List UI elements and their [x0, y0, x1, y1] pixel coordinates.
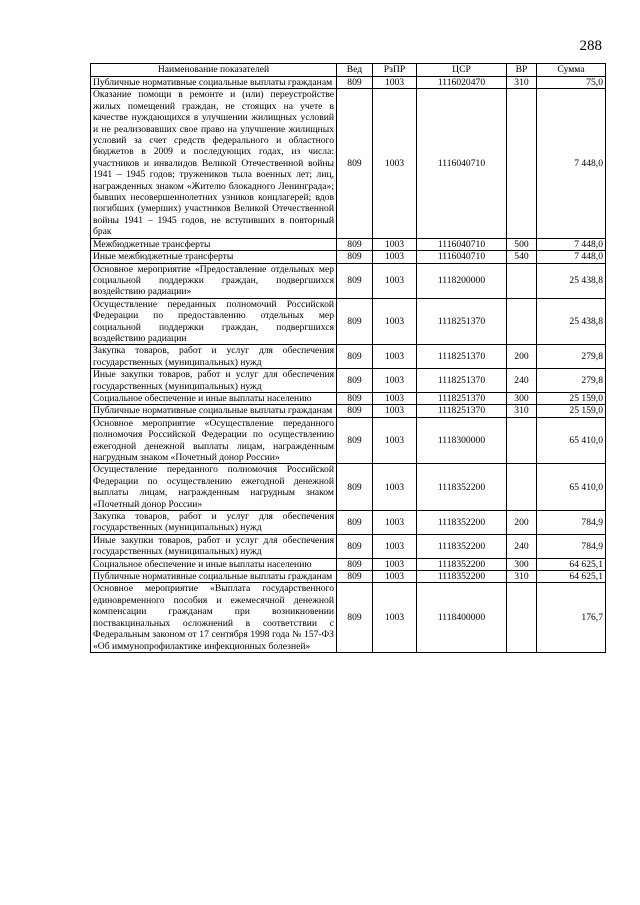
header-ved: Вед	[337, 64, 373, 77]
row-name-cell: Основное мероприятие «Предоставление отдельных мер социальной поддержки граждан, подвергшихся воздействию радиации»	[91, 263, 337, 298]
row-name-cell: Социальное обеспечение и иные выплаты населению	[91, 392, 337, 404]
row-csr-cell: 1116040710	[417, 238, 507, 250]
row-name-cell: Социальное обеспечение и иные выплаты населению	[91, 558, 337, 570]
table-row	[91, 263, 606, 298]
row-name-cell: Оказание помощи в ремонте и (или) переустройстве жилых помещений граждан, не стоящих на учете в качестве нуждающихся в улучшении жилищных условий и не реализовавших свое право на улучшение жилищных условий за счет средств федерального и областного бюджетов в 2009 и последующих годах, из числа: участников и инвалидов Великой Отечественной войны 1941 – 1945 годов; тружеников тыла военных лет; лиц, награжденных знаком «Жителю блокадного Ленинграда»; бывших несовершеннолетних узников концлагерей; вдов погибших (умерших) участников Великой Отечественной войны 1941 – 1945 годов, не вступивших в повторный брак	[91, 89, 337, 238]
row-sum-cell: 7 448,0	[537, 89, 606, 238]
row-sum-cell: 25 159,0	[537, 405, 606, 417]
row-vr-cell	[507, 298, 537, 345]
row-ved-cell: 809	[337, 417, 373, 464]
row-rzpr-cell: 1003	[373, 558, 417, 570]
row-sum-cell: 7 448,0	[537, 238, 606, 250]
row-ved-cell: 809	[337, 583, 373, 652]
row-ved-cell: 809	[337, 77, 373, 89]
row-rzpr-cell: 1003	[373, 511, 417, 535]
row-sum-cell: 75,0	[537, 77, 606, 89]
row-rzpr-cell: 1003	[373, 571, 417, 583]
row-csr-cell: 1118251370	[417, 345, 507, 369]
row-vr-cell: 200	[507, 511, 537, 535]
row-csr-cell: 1116040710	[417, 251, 507, 263]
row-csr-cell: 1118251370	[417, 369, 507, 393]
row-vr-cell: 300	[507, 558, 537, 570]
row-sum-cell: 64 625,1	[537, 558, 606, 570]
row-name-cell: Публичные нормативные социальные выплаты гражданам	[91, 571, 337, 583]
row-ved-cell: 809	[337, 511, 373, 535]
row-sum-cell: 7 448,0	[537, 251, 606, 263]
row-ved-cell: 809	[337, 238, 373, 250]
row-rzpr-cell: 1003	[373, 534, 417, 558]
row-csr-cell: 1118352200	[417, 464, 507, 511]
row-rzpr-cell: 1003	[373, 369, 417, 393]
row-vr-cell: 200	[507, 345, 537, 369]
row-rzpr-cell: 1003	[373, 298, 417, 345]
table-row	[91, 77, 606, 89]
row-ved-cell: 809	[337, 263, 373, 298]
row-sum-cell: 279,8	[537, 369, 606, 393]
row-ved-cell: 809	[337, 534, 373, 558]
row-csr-cell: 1116040710	[417, 89, 507, 238]
row-ved-cell: 809	[337, 571, 373, 583]
table-row	[91, 511, 606, 535]
header-csr: ЦСР	[417, 64, 507, 77]
row-vr-cell: 540	[507, 251, 537, 263]
table-row	[91, 417, 606, 464]
row-sum-cell: 279,8	[537, 345, 606, 369]
row-ved-cell: 809	[337, 558, 373, 570]
row-ved-cell: 809	[337, 298, 373, 345]
row-vr-cell: 500	[507, 238, 537, 250]
row-vr-cell: 240	[507, 369, 537, 393]
table-row	[91, 392, 606, 404]
page-number: 288	[579, 38, 602, 54]
row-csr-cell: 1118352200	[417, 534, 507, 558]
header-name: Наименование показателей	[91, 64, 337, 77]
row-ved-cell: 809	[337, 405, 373, 417]
row-vr-cell: 310	[507, 77, 537, 89]
row-csr-cell: 1118251370	[417, 392, 507, 404]
row-ved-cell: 809	[337, 345, 373, 369]
table-row	[91, 571, 606, 583]
row-csr-cell: 1116020470	[417, 77, 507, 89]
row-sum-cell: 64 625,1	[537, 571, 606, 583]
row-sum-cell: 176,7	[537, 583, 606, 652]
row-rzpr-cell: 1003	[373, 251, 417, 263]
row-vr-cell: 300	[507, 392, 537, 404]
row-rzpr-cell: 1003	[373, 464, 417, 511]
row-rzpr-cell: 1003	[373, 238, 417, 250]
row-vr-cell	[507, 263, 537, 298]
row-rzpr-cell: 1003	[373, 392, 417, 404]
table-row	[91, 405, 606, 417]
row-csr-cell: 1118352200	[417, 558, 507, 570]
row-vr-cell	[507, 417, 537, 464]
header-sum: Сумма	[537, 64, 606, 77]
table-row	[91, 534, 606, 558]
row-ved-cell: 809	[337, 464, 373, 511]
row-name-cell: Осуществление переданного полномочия Российской Федерации по осуществлению ежегодной денежной выплаты лицам, награжденным нагрудным знаком «Почетный донор России»	[91, 464, 337, 511]
row-ved-cell: 809	[337, 89, 373, 238]
row-name-cell: Публичные нормативные социальные выплаты гражданам	[91, 405, 337, 417]
row-rzpr-cell: 1003	[373, 583, 417, 652]
row-sum-cell: 25 438,8	[537, 263, 606, 298]
row-sum-cell: 784,9	[537, 534, 606, 558]
row-csr-cell: 1118251370	[417, 298, 507, 345]
row-csr-cell: 1118251370	[417, 405, 507, 417]
table-row	[91, 89, 606, 238]
row-name-cell: Межбюджетные трансферты	[91, 238, 337, 250]
row-sum-cell: 784,9	[537, 511, 606, 535]
row-vr-cell	[507, 583, 537, 652]
row-rzpr-cell: 1003	[373, 405, 417, 417]
table-row	[91, 238, 606, 250]
row-vr-cell: 240	[507, 534, 537, 558]
table-row	[91, 583, 606, 652]
row-vr-cell: 310	[507, 405, 537, 417]
row-name-cell: Основное мероприятие «Осуществление переданного полномочия Российской Федерации по осуществлению ежегодной денежной выплаты лицам, награжденным нагрудным знаком «Почетный донор России»	[91, 417, 337, 464]
row-ved-cell: 809	[337, 251, 373, 263]
row-name-cell: Публичные нормативные социальные выплаты гражданам	[91, 77, 337, 89]
table-body	[91, 77, 606, 653]
row-name-cell: Основное мероприятие «Выплата государственного единовременного пособия и ежемесячной денежной компенсации гражданам при возникновении поствакцинальных осложнений в соответствии с Федеральным законом от 17 сентября 1998 года № 157-ФЗ «Об иммунопрофилактике инфекционных болезней»	[91, 583, 337, 652]
row-sum-cell: 25 159,0	[537, 392, 606, 404]
row-csr-cell: 1118352200	[417, 511, 507, 535]
row-rzpr-cell: 1003	[373, 89, 417, 238]
row-rzpr-cell: 1003	[373, 77, 417, 89]
budget-table	[90, 63, 606, 653]
row-sum-cell: 65 410,0	[537, 464, 606, 511]
table-row	[91, 251, 606, 263]
table-row	[91, 464, 606, 511]
table-row	[91, 369, 606, 393]
header-vr: ВР	[507, 64, 537, 77]
row-rzpr-cell: 1003	[373, 345, 417, 369]
row-rzpr-cell: 1003	[373, 263, 417, 298]
table-row	[91, 345, 606, 369]
row-sum-cell: 65 410,0	[537, 417, 606, 464]
row-name-cell: Иные закупки товаров, работ и услуг для обеспечения государственных (муниципальных) нужд	[91, 369, 337, 393]
table-row	[91, 558, 606, 570]
row-name-cell: Закупка товаров, работ и услуг для обеспечения государственных (муниципальных) нужд	[91, 345, 337, 369]
row-ved-cell: 809	[337, 369, 373, 393]
row-csr-cell: 1118352200	[417, 571, 507, 583]
row-vr-cell	[507, 89, 537, 238]
row-name-cell: Иные межбюджетные трансферты	[91, 251, 337, 263]
row-csr-cell: 1118400000	[417, 583, 507, 652]
row-name-cell: Иные закупки товаров, работ и услуг для обеспечения государственных (муниципальных) нужд	[91, 534, 337, 558]
header-rzpr: РзПР	[373, 64, 417, 77]
table-header	[91, 64, 606, 77]
row-name-cell: Закупка товаров, работ и услуг для обеспечения государственных (муниципальных) нужд	[91, 511, 337, 535]
header-row	[91, 64, 606, 77]
row-csr-cell: 1118200000	[417, 263, 507, 298]
row-rzpr-cell: 1003	[373, 417, 417, 464]
table-row	[91, 298, 606, 345]
row-name-cell: Осуществление переданных полномочий Российской Федерации по предоставлению отдельных мер социальной поддержки граждан, подвергшихся воздействию радиации	[91, 298, 337, 345]
row-vr-cell: 310	[507, 571, 537, 583]
row-ved-cell: 809	[337, 392, 373, 404]
row-vr-cell	[507, 464, 537, 511]
row-sum-cell: 25 438,8	[537, 298, 606, 345]
row-csr-cell: 1118300000	[417, 417, 507, 464]
